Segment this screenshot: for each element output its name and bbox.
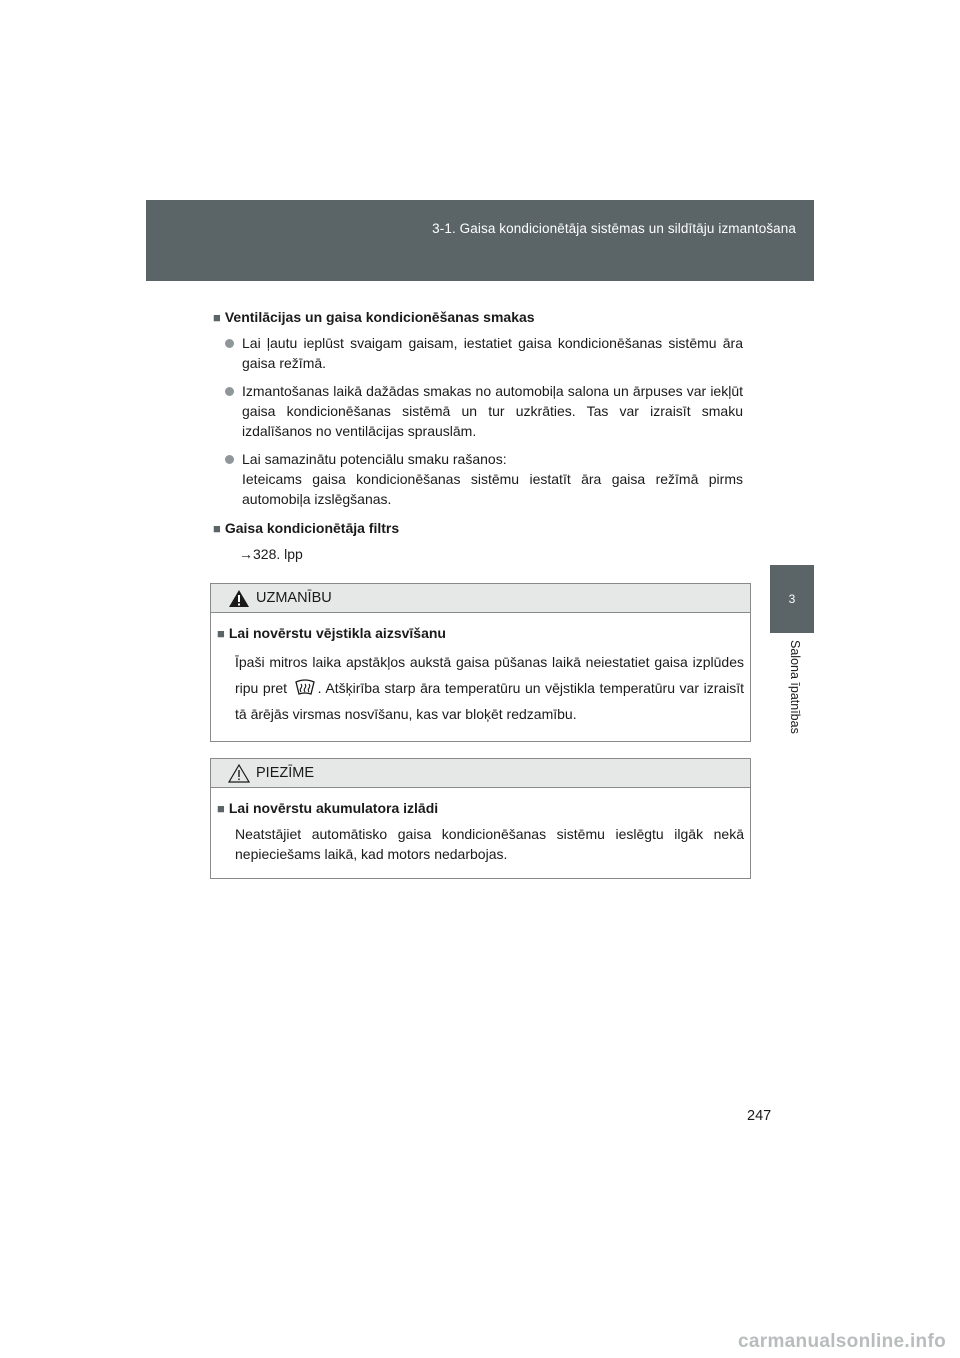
section-heading: ■ Gaisa kondicionētāja filtrs [213,520,400,536]
header-band [146,200,814,281]
note-box-header [211,759,750,788]
list-item: Lai ļautu ieplūst svaigam gaisam, iestatiet gaisa kondicionēšanas sistēmu āra gaisa režīmā. [213,333,743,373]
square-bullet-icon: ■ [217,801,225,816]
round-bullet-icon [225,387,234,396]
warning-text: Īpaši mitros laika apstākļos aukstā gaisa pūšanas laikā neiestatiet gaisa izplūdes ripu pret . Atšķirība starp āra temperatūru un vējstikla temperatūru var izraisīt tā ārējās virsmas nosvīšanu, kas var bloķēt redzamību. [235,654,745,722]
warning-triangle-icon [228,589,250,608]
page-reference-link[interactable]: →328. lpp [239,546,303,562]
caution-triangle-outline-icon [228,764,250,783]
chapter-tab[interactable] [770,565,814,633]
warning-box-header [211,584,750,613]
warning-title: UZMANĪBU [256,590,332,606]
breadcrumb: 3-1. Gaisa kondicionētāja sistēmas un sildītāju izmantošana [432,221,796,236]
square-bullet-icon: ■ [213,310,221,325]
chapter-label: Salona īpatnības [788,640,802,734]
chapter-number: 3 [788,592,796,606]
note-heading: ■ Lai novērstu akumulatora izlādi [217,800,439,816]
list-item: Lai samazinātu potenciālu smaku rašanos: Ieteicams gaisa kondicionēšanas sistēmu iestatīt āra gaisa režīmā pirms automobiļa izslēgšanas. [213,449,743,509]
note-text: Neatstājiet automātisko gaisa kondicionēšanas sistēmu ieslēgtu ilgāk nekā nepieciešams laikā, kad motors nedarbojas. [235,826,744,862]
windshield-defogger-icon [294,679,316,697]
note-title: PIEZĪME [256,765,315,781]
main-content [213,306,743,564]
square-bullet-icon: ■ [217,626,225,641]
round-bullet-icon [225,455,234,464]
section-heading: ■ Ventilācijas un gaisa kondicionēšanas smakas [213,309,535,325]
page-number: 247 [747,1108,772,1124]
watermark: carmanualsonline.info [738,1331,946,1352]
list-item: Izmantošanas laikā dažādas smakas no automobiļa salona un ārpuses var iekļūt gaisa kondicionēšanas sistēmā un tur uzkrāties. Tas var izraisīt smaku izdalīšanos no ventilācijas sprauslām. [213,381,743,441]
round-bullet-icon [225,339,234,348]
square-bullet-icon: ■ [213,521,221,536]
note-box [210,758,751,879]
warning-box [210,583,751,742]
warning-heading: ■ Lai novērstu vējstikla aizsvīšanu [217,625,446,641]
